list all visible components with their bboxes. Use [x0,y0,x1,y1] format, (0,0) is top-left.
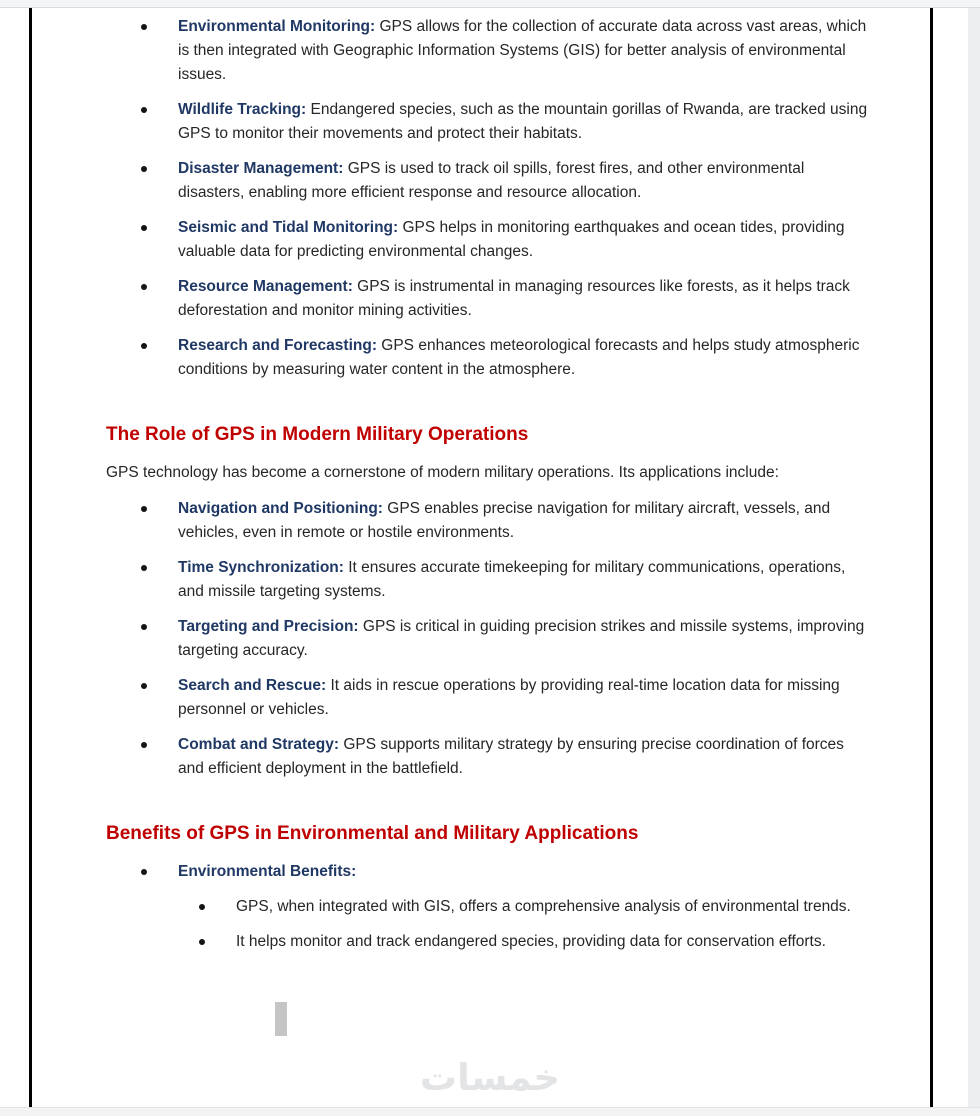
text-cursor [275,1002,287,1036]
bullet-icon [141,343,147,349]
bullet-lead: Environmental Monitoring: [178,18,376,35]
list-item [106,334,868,382]
bullet-icon [141,166,147,172]
watermark-khamsat: خمسات [419,1056,561,1099]
bullet-lead: Wildlife Tracking: [178,101,307,118]
bullet-text: GPS enhances meteorological forecasts and helps study atmospheric conditions by measuring water content in the atmosphere. [178,337,860,378]
bullet-text: GPS helps in monitoring earthquakes and ocean tides, providing valuable data for predicting environmental changes. [178,219,845,260]
bullet-icon [199,904,205,910]
list-item [106,860,868,884]
environmental-benefits-sublist [106,895,868,954]
list-item [106,275,868,323]
bullet-text: Endangered species, such as the mountain gorillas of Rwanda, are tracked using GPS to monitor their movements and protect their habitats. [178,101,868,142]
bullet-lead: Search and Rescue: [178,677,327,694]
sub-list-item [106,895,868,919]
list-item [106,157,868,205]
bullet-text: GPS supports military strategy by ensuring precise coordination of forces and efficient deployment in the battlefield. [178,736,844,777]
bullet-text: GPS is used to track oil spills, forest fires, and other environmental disasters, enabling more efficient response and resource allocation. [178,160,805,201]
bullet-icon [141,225,147,231]
bullet-icon [141,624,147,630]
military-applications-list [106,497,868,781]
bullet-text: It ensures accurate timekeeping for military communications, operations, and missile targeting systems. [178,559,846,600]
bullet-text: It aids in rescue operations by providing real-time location data for missing personnel or vehicles. [178,677,840,718]
section-heading-military: The Role of GPS in Modern Military Operations [106,424,529,445]
list-item [106,15,868,87]
bullet-lead: Time Synchronization: [178,559,344,576]
bullet-icon [141,506,147,512]
list-item [106,733,868,781]
sub-list-item [106,930,868,954]
bullet-icon [141,565,147,571]
bullet-lead: Resource Management: [178,278,353,295]
list-item [106,556,868,604]
list-item [106,615,868,663]
bullet-lead: Research and Forecasting: [178,337,377,354]
bullet-icon [141,284,147,290]
document-page[interactable] [106,0,868,965]
viewport-top-edge [0,0,980,8]
bullet-lead: Targeting and Precision: [178,618,359,635]
bullet-text: GPS is critical in guiding precision strikes and missile systems, improving targeting accuracy. [178,618,865,659]
page-border-left [29,7,32,1108]
section-intro: GPS technology has become a cornerstone of modern military operations. Its applications include: [106,464,779,481]
bullet-icon [141,683,147,689]
bullet-text: It helps monitor and track endangered species, providing data for conservation efforts. [236,933,826,950]
list-item [106,216,868,264]
bullet-lead: Environmental Benefits: [178,863,357,880]
bullet-lead: Combat and Strategy: [178,736,340,753]
page-border-right [930,7,933,1108]
bullet-icon [141,869,147,875]
scrollbar-track[interactable] [968,7,980,1116]
bullet-icon [141,742,147,748]
bullet-icon [141,107,147,113]
list-item [106,674,868,722]
bullet-lead: Seismic and Tidal Monitoring: [178,219,399,236]
list-item [106,98,868,146]
list-item [106,497,868,545]
bullet-text: GPS, when integrated with GIS, offers a comprehensive analysis of environmental trends. [236,898,851,915]
benefits-list [106,860,868,884]
viewport-bottom-edge [0,1107,980,1116]
bullet-lead: Disaster Management: [178,160,344,177]
bullet-lead: Navigation and Positioning: [178,500,383,517]
section-heading-benefits: Benefits of GPS in Environmental and Military Applications [106,823,639,844]
bullet-icon [199,939,205,945]
bullet-icon [141,24,147,30]
environmental-applications-list [106,15,868,382]
bullet-text: GPS enables precise navigation for military aircraft, vessels, and vehicles, even in remote or hostile environments. [178,500,831,541]
bullet-text: GPS is instrumental in managing resources like forests, as it helps track deforestation and monitor mining activities. [178,278,850,319]
bullet-text: GPS allows for the collection of accurate data across vast areas, which is then integrated with Geographic Information Systems (GIS) for better analysis of environmental issues. [178,18,867,83]
